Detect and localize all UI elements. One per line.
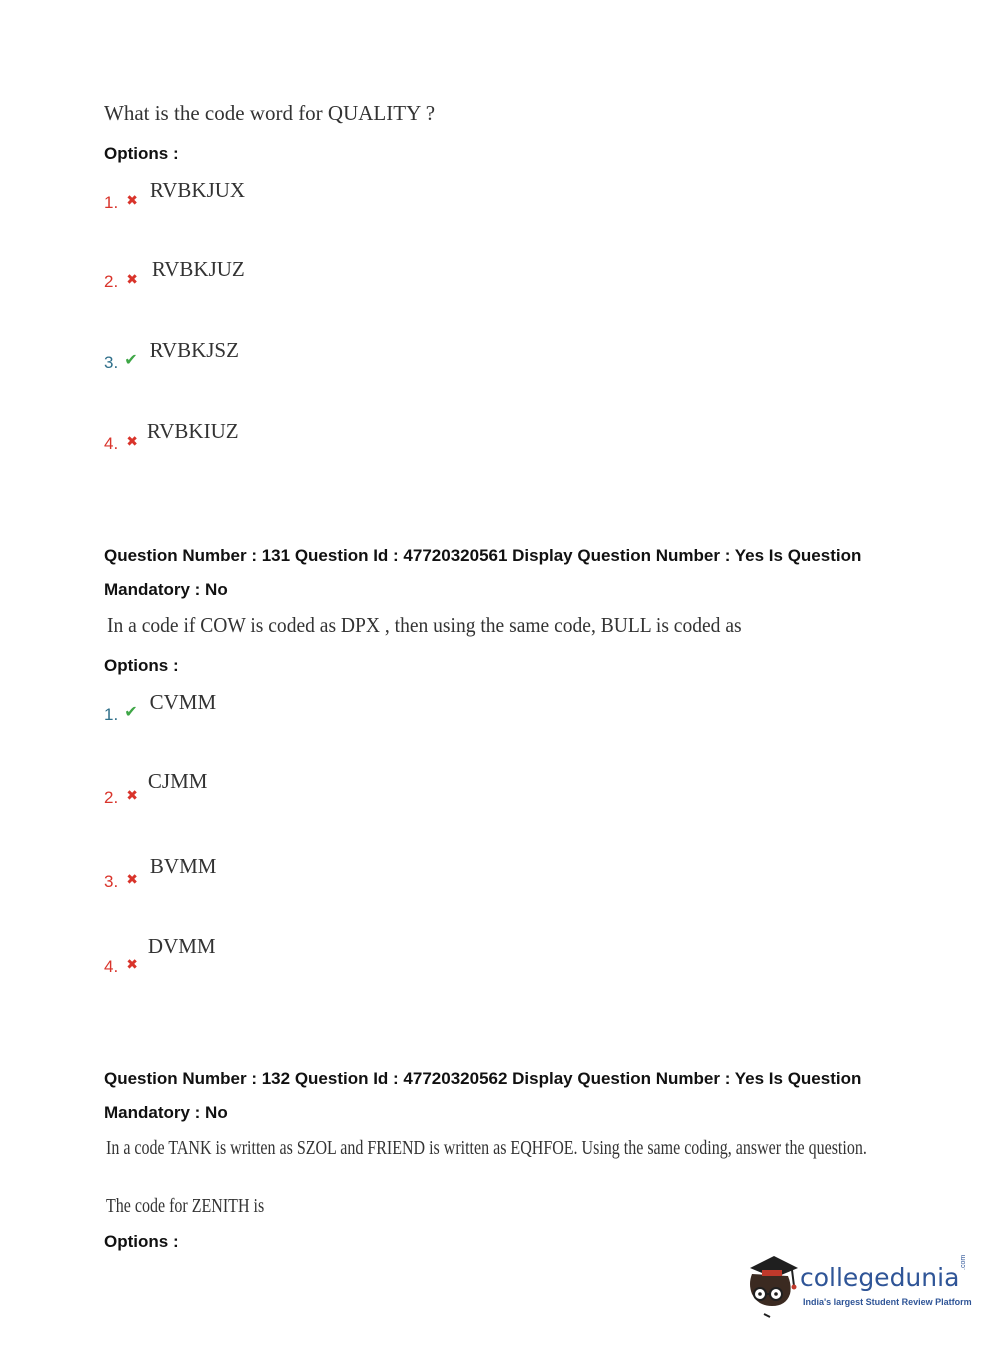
question-132-options-label: Options : bbox=[104, 1232, 179, 1251]
option-item bbox=[104, 419, 239, 453]
option-number: 2. bbox=[104, 272, 119, 291]
option-item bbox=[104, 854, 217, 891]
option-number: 1. bbox=[104, 705, 119, 724]
question-131-header: Question Number : 131 Question Id : 47720320561 Display Question Number : Yes Is Question bbox=[104, 546, 862, 565]
wrong-mark-icon: ✖ bbox=[126, 957, 138, 973]
option-item bbox=[104, 178, 246, 212]
check-mark-icon: ✔ bbox=[124, 702, 138, 721]
option-text: RVBKJUX bbox=[149, 178, 246, 202]
option-item bbox=[104, 934, 216, 976]
option-number: 2. bbox=[104, 788, 119, 807]
question-130-options-label: Options : bbox=[104, 144, 179, 163]
option-item bbox=[104, 257, 245, 291]
question-131-options-label: Options : bbox=[104, 656, 179, 675]
question-132-mandatory: Mandatory : No bbox=[104, 1103, 228, 1122]
wrong-mark-icon: ✖ bbox=[126, 272, 138, 288]
question-131-mandatory: Mandatory : No bbox=[104, 580, 228, 599]
question-131-text: In a code if COW is coded as DPX , then using the same code, BULL is coded as bbox=[107, 613, 742, 637]
question-132-subtext: The code for ZENITH is bbox=[106, 1195, 265, 1217]
logo-suffix: .com bbox=[960, 1254, 967, 1270]
option-number: 4. bbox=[104, 957, 119, 976]
wrong-mark-icon: ✖ bbox=[126, 434, 138, 450]
wrong-mark-icon: ✖ bbox=[126, 788, 138, 804]
wrong-mark-icon: ✖ bbox=[126, 872, 138, 888]
option-text: CVMM bbox=[149, 690, 217, 714]
option-text: RVBKJSZ bbox=[149, 338, 239, 362]
wrong-mark-icon: ✖ bbox=[126, 193, 138, 209]
option-text: RVBKIUZ bbox=[146, 419, 239, 443]
logo-tagline: India's largest Student Review Platform bbox=[803, 1297, 972, 1307]
option-text: RVBKJUZ bbox=[151, 257, 245, 281]
logo-wordmark: collegedunia bbox=[800, 1263, 960, 1292]
question-130-text: What is the code word for QUALITY ? bbox=[104, 101, 436, 125]
option-text: DVMM bbox=[147, 934, 216, 958]
option-number: 4. bbox=[104, 434, 119, 453]
option-text: BVMM bbox=[149, 854, 217, 878]
option-item bbox=[104, 769, 208, 807]
option-number: 1. bbox=[104, 193, 119, 212]
check-mark-icon: ✔ bbox=[124, 350, 138, 369]
mascot-icon bbox=[742, 1250, 804, 1320]
question-132-header: Question Number : 132 Question Id : 47720320562 Display Question Number : Yes Is Question bbox=[104, 1069, 862, 1088]
option-number: 3. bbox=[104, 353, 119, 372]
collegedunia-logo bbox=[742, 1250, 972, 1320]
option-item bbox=[104, 690, 217, 724]
option-item bbox=[104, 338, 239, 372]
question-132-text: In a code TANK is written as SZOL and FRIEND is written as EQHFOE. Using the same coding, answer the question. bbox=[106, 1137, 867, 1159]
option-number: 3. bbox=[104, 872, 119, 891]
option-text: CJMM bbox=[147, 769, 208, 793]
